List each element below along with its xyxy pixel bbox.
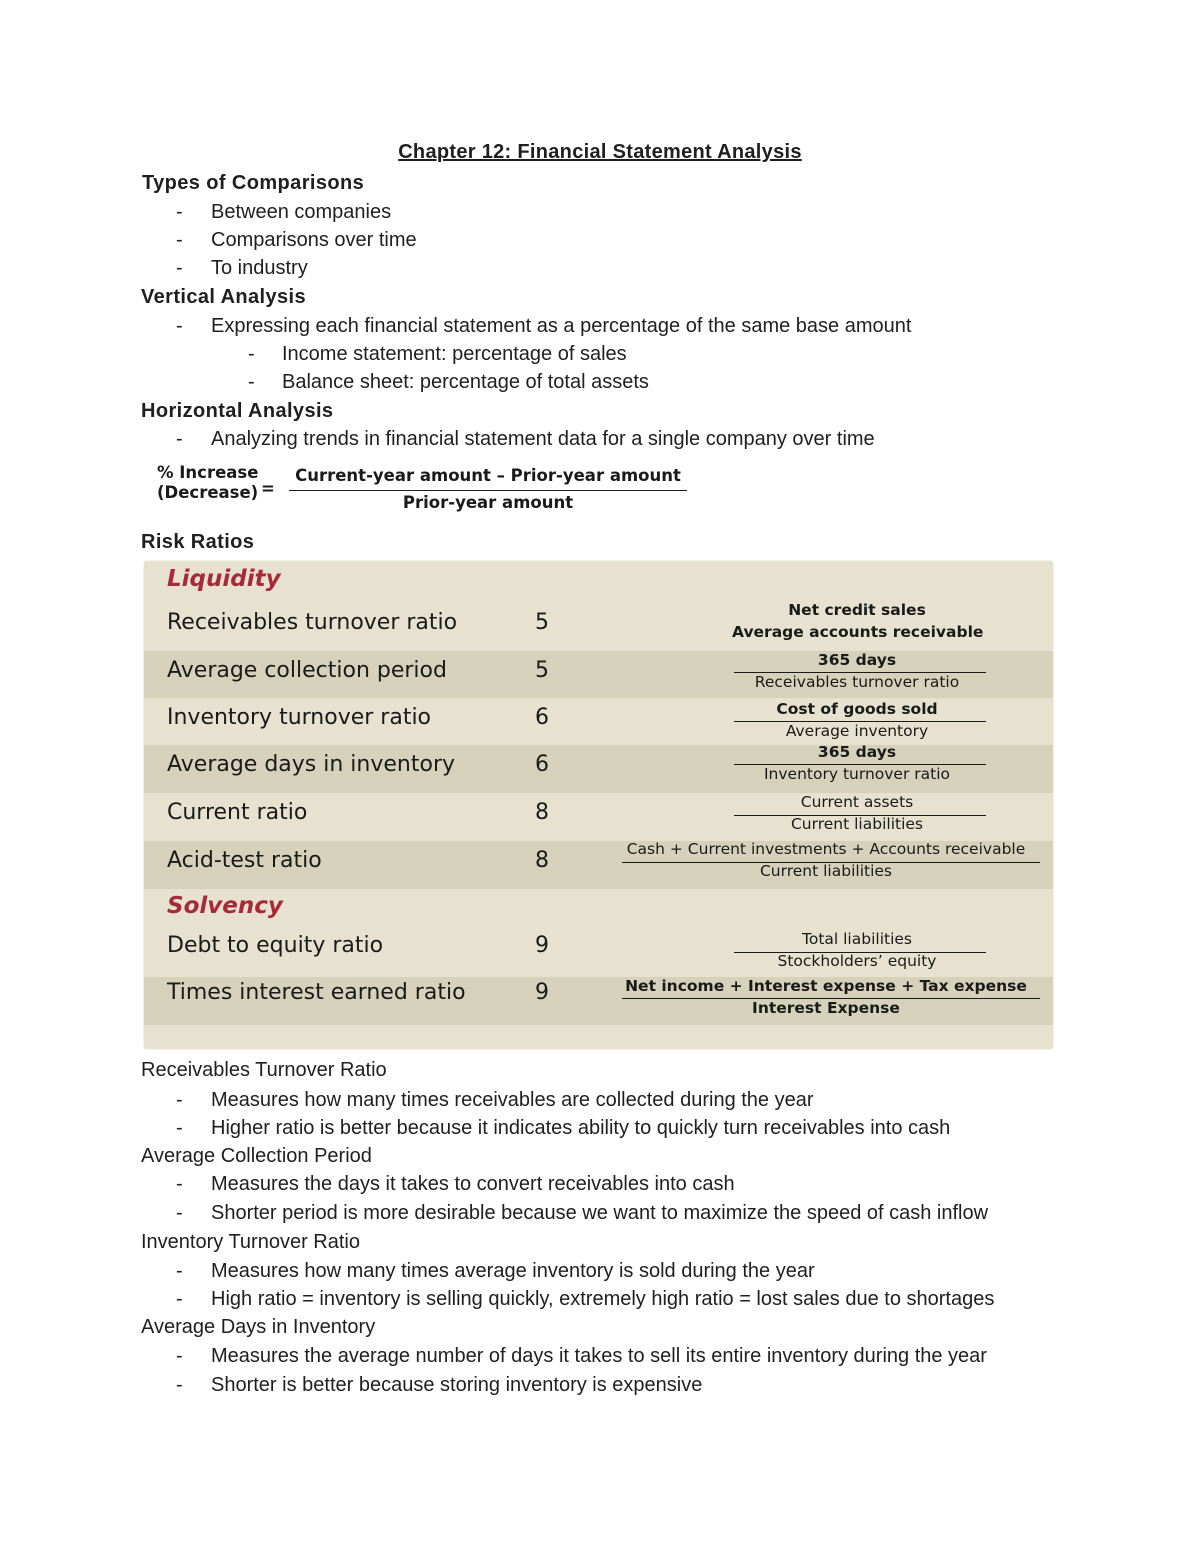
ratio-name: Average collection period	[167, 658, 447, 683]
bullet-dash: -	[248, 371, 255, 393]
ratio-name: Average days in inventory	[167, 752, 456, 777]
note-item: High ratio = inventory is selling quickly, extremely high ratio = lost sales due to shortages	[211, 1288, 995, 1310]
ratio-numerator: Cash + Current investments + Accounts receivable	[626, 840, 1026, 858]
formula-fraction-bar	[289, 490, 687, 491]
formula-equals: =	[261, 479, 275, 498]
ratio-denominator: Inventory turnover ratio	[763, 765, 950, 783]
vertical-subitem: Balance sheet: percentage of total assets	[282, 371, 649, 393]
ratio-numerator: 365 days	[817, 651, 897, 669]
note-item: Shorter is better because storing inventory is expensive	[211, 1374, 703, 1396]
ratio-denominator: Current liabilities	[790, 815, 923, 833]
formula-lhs-line2: (Decrease)	[157, 483, 259, 502]
ratio-name: Current ratio	[167, 800, 308, 825]
risk-ratios-table	[144, 561, 1053, 1049]
ratio-denominator: Current liabilities	[759, 862, 892, 880]
ratio-row	[144, 745, 1053, 793]
bullet-dash: -	[176, 229, 183, 251]
ratio-numerator: Current assets	[800, 793, 914, 811]
ratio-row	[144, 698, 1053, 745]
ratio-name: Times interest earned ratio	[167, 980, 466, 1005]
formula-denominator: Prior-year amount	[402, 493, 574, 512]
ratio-chapter: 6	[535, 752, 549, 777]
comparison-item: To industry	[211, 257, 308, 279]
ratio-denominator: Average accounts receivable	[732, 623, 984, 641]
bullet-dash: -	[248, 343, 255, 365]
ratio-denominator: Receivables turnover ratio	[754, 673, 960, 691]
vertical-subitem: Income statement: percentage of sales	[282, 343, 627, 365]
bullet-dash: -	[176, 1117, 183, 1139]
ratio-chapter: 8	[535, 800, 549, 825]
ratio-row	[144, 977, 1053, 1025]
ratio-denominator: Average inventory	[785, 722, 929, 740]
ratio-numerator: Cost of goods sold	[776, 700, 938, 718]
ratio-chapter: 6	[535, 705, 549, 730]
ratio-numerator: 365 days	[817, 743, 897, 761]
bullet-dash: -	[176, 1089, 183, 1111]
ratio-row	[144, 651, 1053, 698]
bullet-dash: -	[176, 1202, 183, 1224]
note-item: Higher ratio is better because it indicates ability to quickly turn receivables into cash	[211, 1117, 951, 1139]
note-item: Measures the days it takes to convert receivables into cash	[211, 1173, 735, 1195]
comparisons-heading: Types of Comparisons	[142, 172, 365, 194]
ratio-row	[144, 841, 1053, 889]
formula-lhs	[157, 463, 258, 503]
note-heading: Receivables Turnover Ratio	[141, 1059, 387, 1081]
ratio-numerator: Net credit sales	[788, 601, 926, 619]
vertical-heading: Vertical Analysis	[141, 286, 307, 308]
bullet-dash: -	[176, 428, 183, 450]
ratio-denominator: Stockholders’ equity	[777, 952, 937, 970]
horizontal-heading: Horizontal Analysis	[141, 400, 334, 422]
bullet-dash: -	[176, 1173, 183, 1195]
note-heading: Inventory Turnover Ratio	[141, 1231, 360, 1253]
horizontal-item: Analyzing trends in financial statement data for a single company over time	[211, 428, 875, 450]
bullet-dash: -	[176, 1345, 183, 1367]
ratio-chapter: 9	[535, 933, 549, 958]
note-item: Measures the average number of days it takes to sell its entire inventory during the year	[211, 1345, 987, 1367]
bullet-dash: -	[176, 201, 183, 223]
risk-heading: Risk Ratios	[141, 531, 255, 553]
ratio-chapter: 5	[535, 610, 549, 635]
ratio-chapter: 8	[535, 848, 549, 873]
ratio-numerator: Net income + Interest expense + Tax expense	[625, 977, 1027, 995]
ratio-denominator: Interest Expense	[752, 999, 900, 1017]
ratio-chapter: 5	[535, 658, 549, 683]
vertical-item: Expressing each financial statement as a percentage of the same base amount	[211, 315, 912, 337]
ratio-name: Acid-test ratio	[167, 848, 322, 873]
ratio-row	[144, 929, 1053, 977]
ratio-row	[144, 599, 1053, 651]
note-item: Measures how many times receivables are collected during the year	[211, 1089, 814, 1111]
note-heading: Average Days in Inventory	[141, 1316, 376, 1338]
formula-numerator: Current-year amount – Prior-year amount	[295, 466, 681, 485]
bullet-dash: -	[176, 315, 183, 337]
bullet-dash: -	[176, 257, 183, 279]
liquidity-label: Liquidity	[167, 566, 281, 592]
note-item: Measures how many times average inventory is sold during the year	[211, 1260, 815, 1282]
ratio-row	[144, 793, 1053, 841]
ratio-name: Receivables turnover ratio	[167, 610, 458, 635]
percent-change-formula	[157, 463, 697, 515]
bullet-dash: -	[176, 1374, 183, 1396]
solvency-label: Solvency	[167, 893, 283, 919]
comparison-item: Comparisons over time	[211, 229, 417, 251]
ratio-name: Debt to equity ratio	[167, 933, 384, 958]
bullet-dash: -	[176, 1288, 183, 1310]
comparison-item: Between companies	[211, 201, 392, 223]
formula-lhs-line1: % Increase	[157, 463, 259, 482]
ratio-numerator: Total liabilities	[802, 930, 912, 948]
ratio-name: Inventory turnover ratio	[167, 705, 432, 730]
note-heading: Average Collection Period	[141, 1145, 372, 1167]
bullet-dash: -	[176, 1260, 183, 1282]
ratio-chapter: 9	[535, 980, 549, 1005]
page-title: Chapter 12: Financial Statement Analysis	[398, 141, 802, 163]
note-item: Shorter period is more desirable because we want to maximize the speed of cash inflow	[211, 1202, 989, 1224]
